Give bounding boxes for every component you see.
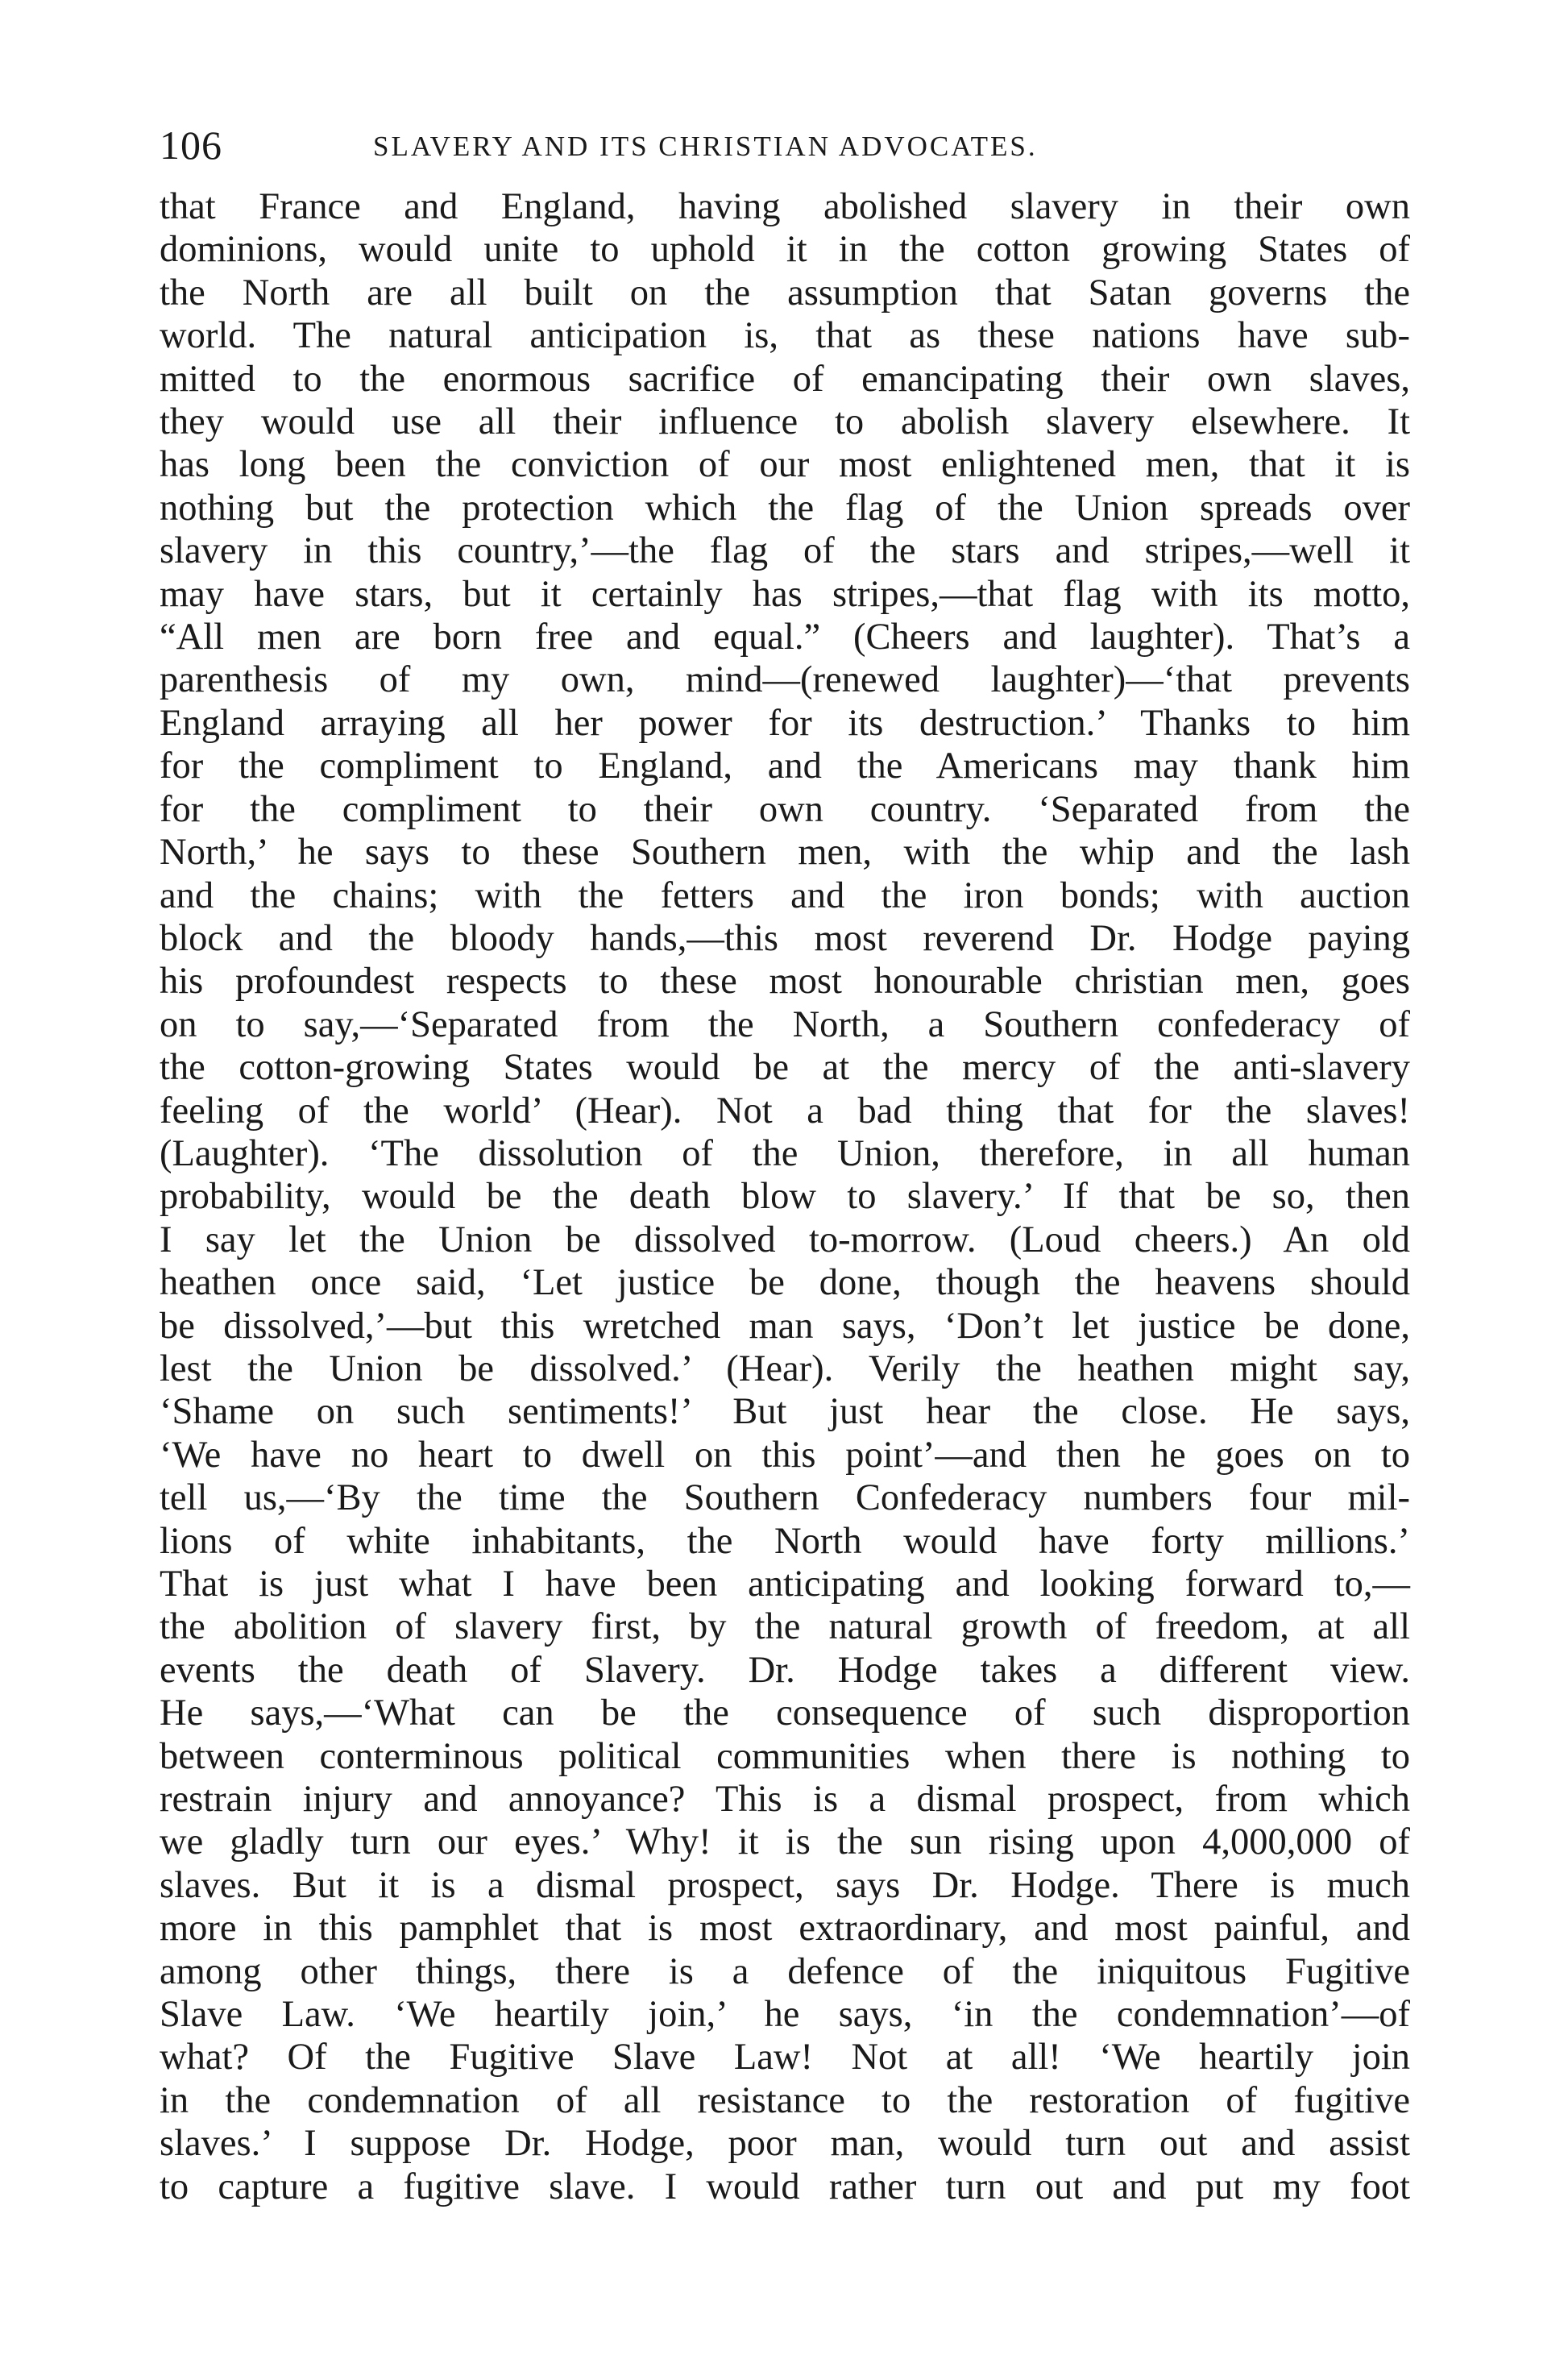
text-line: lest the Union be dissolved.’ (Hear). Verily the heathen might say, [160, 1348, 1410, 1389]
text-line: mitted to the enormous sacrifice of emancipating their own slaves, [160, 358, 1410, 400]
text-line: what? Of the Fugitive Slave Law! Not at all! ‘We heartily join [160, 2037, 1410, 2079]
text-line: on to say,—‘Separated from the North, a Southern confederacy of [160, 1003, 1410, 1045]
text-line: He says,—‘What can be the consequence of such disproportion [160, 1692, 1410, 1734]
running-title: SLAVERY AND ITS CHRISTIAN ADVOCATES. [373, 131, 1038, 162]
text-line: they would use all their influence to abolish slavery elsewhere. It [160, 401, 1410, 443]
body-text [160, 185, 1410, 2208]
text-line: for the compliment to England, and the Americans may thank him [160, 745, 1410, 787]
text-line: events the death of Slavery. Dr. Hodge takes a different view. [160, 1649, 1410, 1691]
text-line: more in this pamphlet that is most extraordinary, and most painful, and [160, 1908, 1410, 1950]
text-line: parenthesis of my own, mind—(renewed laughter)—‘that prevents [160, 659, 1410, 701]
text-line: among other things, there is a defence of the iniquitous Fugitive [160, 1950, 1410, 1992]
text-line: we gladly turn our eyes.’ Why! it is the sun rising upon 4,000,000 of [160, 1821, 1410, 1863]
text-line: (Laughter). ‘The dissolution of the Union, therefore, in all human [160, 1132, 1410, 1174]
text-line: the abolition of slavery first, by the natural growth of freedom, at all [160, 1606, 1410, 1648]
text-line: may have stars, but it certainly has stripes,—that flag with its motto, [160, 573, 1410, 615]
book-page [160, 121, 1410, 2208]
text-line: dominions, would unite to uphold it in the cotton growing States of [160, 229, 1410, 271]
text-line: the cotton-growing States would be at the mercy of the anti-slavery [160, 1047, 1410, 1089]
text-line: and the chains; with the fetters and the iron bonds; with auction [160, 874, 1410, 916]
text-line: the North are all built on the assumption that Satan governs the [160, 272, 1410, 314]
text-line: between conterminous political communities when there is nothing to [160, 1735, 1410, 1777]
text-line: That is just what I have been anticipating and looking forward to,— [160, 1564, 1410, 1605]
text-line: “All men are born free and equal.” (Cheers and laughter). That’s a [160, 617, 1410, 658]
text-line: that France and England, having abolished slavery in their own [160, 186, 1410, 227]
text-line: ‘We have no heart to dwell on this point’—and then he goes on to [160, 1434, 1410, 1476]
text-line: slaves. But it is a dismal prospect, says Dr. Hodge. There is much [160, 1864, 1410, 1906]
text-line: nothing but the protection which the flag of the Union spreads over [160, 487, 1410, 529]
text-line: England arraying all her power for its destruction.’ Thanks to him [160, 702, 1410, 744]
text-line: feeling of the world’ (Hear). Not a bad thing that for the slaves! [160, 1090, 1410, 1132]
text-line: be dissolved,’—but this wretched man says, ‘Don’t let justice be done, [160, 1305, 1410, 1347]
text-line: his profoundest respects to these most honourable christian men, goes [160, 961, 1410, 1003]
text-line: has long been the conviction of our most enlightened men, that it is [160, 444, 1410, 486]
text-line: ‘Shame on such sentiments!’ But just hear the close. He says, [160, 1391, 1410, 1433]
text-line: Slave Law. ‘We heartily join,’ he says, ‘in the condemnation’—of [160, 1994, 1410, 2036]
text-line: probability, would be the death blow to slavery.’ If that be so, then [160, 1176, 1410, 1218]
text-line: world. The natural anticipation is, that as these nations have sub- [160, 315, 1410, 357]
text-line: tell us,—‘By the time the Southern Confederacy numbers four mil- [160, 1477, 1410, 1519]
text-line: to capture a fugitive slave. I would rather turn out and put my foot [160, 2166, 1410, 2207]
text-line: slaves.’ I suppose Dr. Hodge, poor man, would turn out and assist [160, 2123, 1410, 2165]
text-line: block and the bloody hands,—this most reverend Dr. Hodge paying [160, 917, 1410, 959]
text-line: in the condemnation of all resistance to the restoration of fugitive [160, 2079, 1410, 2121]
text-line: North,’ he says to these Southern men, with the whip and the lash [160, 832, 1410, 874]
text-line: lions of white inhabitants, the North would have forty millions.’ [160, 1520, 1410, 1562]
running-head [160, 121, 1410, 169]
text-line: I say let the Union be dissolved to-morrow. (Loud cheers.) An old [160, 1219, 1410, 1260]
text-line: for the compliment to their own country. ‘Separated from the [160, 788, 1410, 830]
page-number: 106 [160, 123, 222, 168]
text-line: heathen once said, ‘Let justice be done, though the heavens should [160, 1262, 1410, 1304]
text-line: slavery in this country,’—the flag of the stars and stripes,—well it [160, 530, 1410, 572]
text-line: restrain injury and annoyance? This is a dismal prospect, from which [160, 1779, 1410, 1821]
